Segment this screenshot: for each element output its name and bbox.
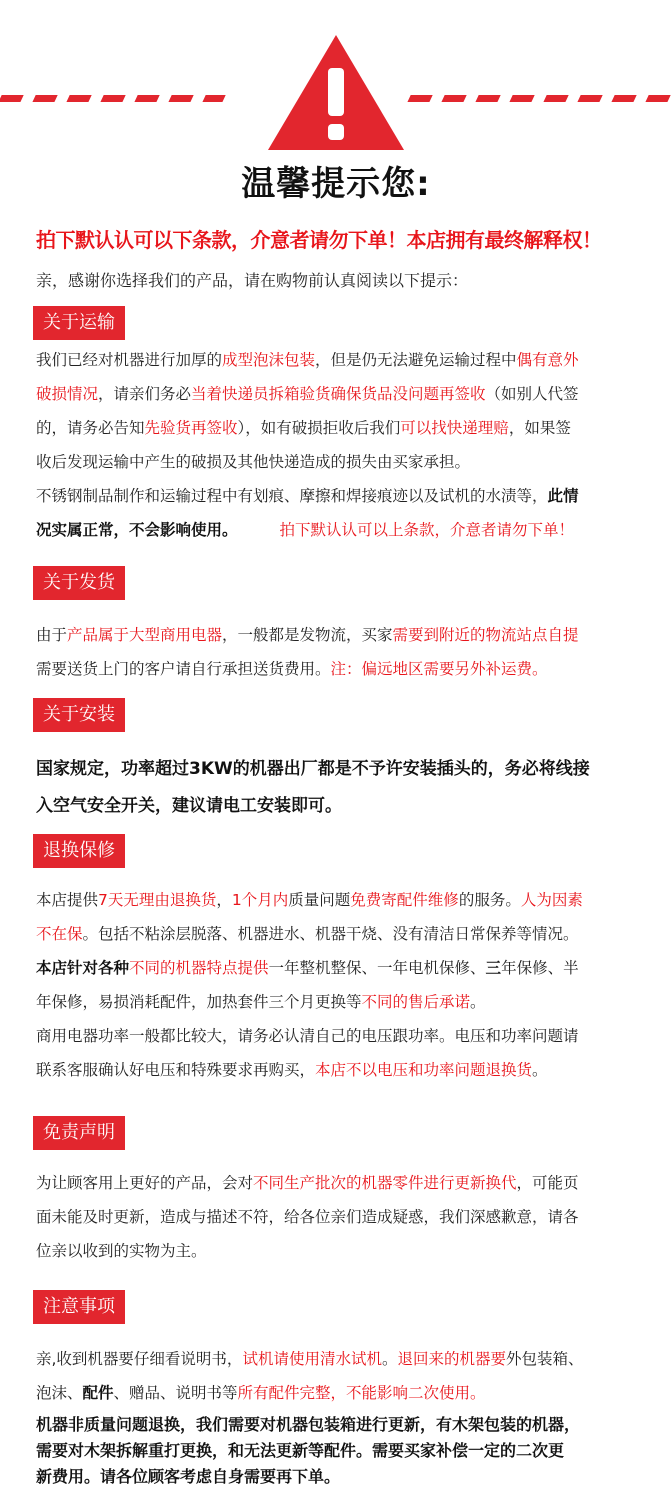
notes-bold-line-2: 需要对木架拆解重打更换，和无法更新等配件。需要买家补偿一定的二次更 [36,1441,565,1460]
section-label-disclaimer: 免责声明 [33,1116,125,1150]
returns-text [36,883,646,1087]
install-line-2: 入空气安全开关，建议请电工安装即可。 [36,796,342,816]
notes-paragraph: 亲,收到机器要仔细看说明书，试机请使用清水试机。退回来的机器要外包装箱、 泡沫、配件、赠品、说明书等所有配件完整，不能影响二次使用。 [36,1350,584,1402]
section-label-returns: 退换保修 [33,834,125,868]
returns-paragraph-3: 商用电器功率一般都比较大，请务必认清自己的电压跟功率。电压和功率问题请 联系客服确认好电压和特殊要求再购买，本店不以电压和功率问题退换货。 [36,1027,579,1079]
notes-bold-line-1: 机器非质量问题退换，我们需要对机器包装箱进行更新，有木架包装的机器， [36,1415,581,1434]
disclaimer-text [36,1166,646,1268]
section-label-install: 关于安装 [33,698,125,732]
disclaimer-paragraph: 为让顾客用上更好的产品，会对不同生产批次的机器零件进行更新换代，可能页 面未能及时更新，造成与描述不符，给各位亲们造成疑惑，我们深感歉意，请各 位亲以收到的实物为主。 [36,1174,579,1260]
warning-triangle-icon [268,35,404,150]
right-dashed-line [407,95,670,102]
section-label-shipping: 关于运输 [33,306,125,340]
delivery-paragraph: 由于产品属于大型商用电器，一般都是发物流，买家需要到附近的物流站点自提 需要送货上门的客户请自行承担送货费用。注：偏远地区需要另外补运费。 [36,626,579,678]
notes-bold-line-3: 新费用。请各位顾客考虑自身需要再下单。 [36,1467,341,1486]
warning-banner [0,0,672,160]
shipping-paragraph-2: 不锈钢制品制作和运输过程中有划痕、摩擦和焊接痕迹以及试机的水渍等，此情 况实属正常，不会影响使用。 拍下默认认可以上条款，介意者请勿下单！ [36,487,579,539]
returns-paragraph-2: 本店针对各种不同的机器特点提供一年整机整保、一年电机保修、三年保修、半 年保修，易损消耗配件，加热套件三个月更换等不同的售后承诺。 [36,959,579,1011]
intro-text: 亲，感谢你选择我们的产品，请在购物前认真阅读以下提示： [36,271,469,290]
terms-notice: 拍下默认认可以下条款，介意者请勿下单！本店拥有最终解释权！ [36,228,602,252]
section-label-delivery: 关于发货 [33,566,125,600]
install-text [36,751,646,825]
section-label-notes: 注意事项 [33,1290,125,1324]
left-dashed-line [0,95,226,102]
returns-paragraph-1: 本店提供7天无理由退换货，1个月内质量问题免费寄配件维修的服务。人为因素 不在保。包括不粘涂层脱落、机器进水、机器干烧、没有清洁日常保养等情况。 [36,891,583,943]
page-title: 温馨提示您: [241,164,431,204]
shipping-text [36,343,646,547]
notes-text [36,1342,646,1410]
shipping-paragraph-1: 我们已经对机器进行加厚的成型泡沫包装，但是仍无法避免运输过程中偶有意外 破损情况，请亲们务必当着快递员拆箱验货确保货品没问题再签收（如别人代签 的，请务必告知先验货再签收），如有破损拒收后我们可以找快递理赔，如果签 收后发现运输中产生的破损及其他快递造成的损失由买家承担。 [36,351,579,471]
delivery-text [36,618,646,686]
notes-bold-text [36,1412,656,1490]
install-line-1: 国家规定，功率超过3KW的机器出厂都是不予许安装插头的，务必将线接 [36,759,590,779]
